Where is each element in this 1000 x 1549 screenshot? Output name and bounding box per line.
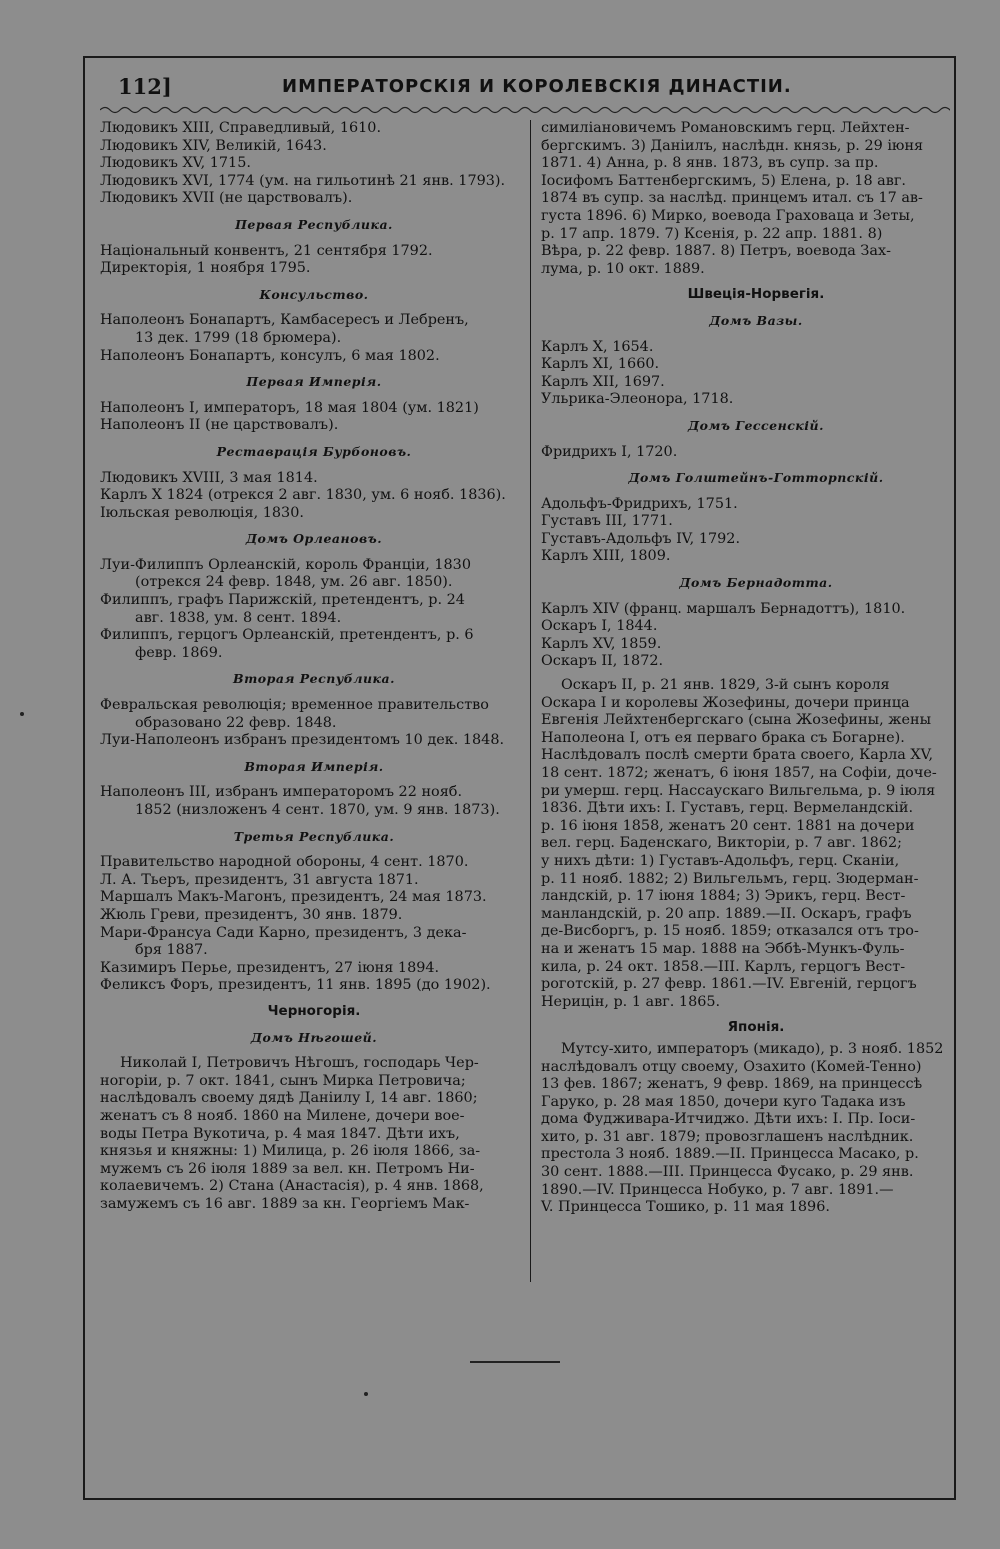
entry-line: Нерицін, р. 1 авг. 1865. (541, 993, 721, 1010)
entry-line: Наслѣдовалъ послѣ смерти брата своего, Карла XV, (541, 747, 934, 764)
entry-line: 1874 въ супр. за наслѣд. принцемъ итал. съ 17 ав- (541, 190, 923, 207)
country-heading: Швеція-Норвегія. (687, 286, 825, 303)
entry-line: Карлъ XIV (франц. маршалъ Бернадоттъ), 1810. (541, 600, 906, 617)
entry-line: Карлъ XII, 1697. (541, 373, 665, 390)
entry-line: Іюльская революція, 1830. (100, 504, 304, 521)
ink-speck (364, 1392, 368, 1396)
entry-line: кила, р. 24 окт. 1858.—III. Карлъ, герцогъ Вест- (541, 958, 906, 975)
section-heading: Домъ Нѣгошей. (250, 1029, 378, 1045)
entry-line: бергскимъ. 3) Данiилъ, наслѣдн. князь, р. 29 іюня (541, 137, 924, 154)
entry-line: 1871. 4) Анна, р. 8 янв. 1873, въ супр. за пр. (541, 155, 879, 172)
entry-line: мужемъ съ 26 іюля 1889 за вел. кн. Петромъ Ни- (100, 1160, 475, 1177)
entry-line: князья и княжны: 1) Милица, р. 26 іюля 1866, за- (100, 1143, 481, 1160)
entry-line: 18 сент. 1872; женатъ, 6 іюня 1857, на Софіи, доче- (541, 765, 937, 781)
entry-line: Евгенія Лейхтенбергскаго (сына Жозефины, жены (541, 712, 932, 729)
entry-line: ри умерш. герц. Нассаускаго Вильгельма, р. 9 іюля (541, 782, 936, 799)
entry-line: Оскаръ I, 1844. (541, 618, 658, 635)
wavy-rule (100, 104, 950, 116)
entry-line: Маршалъ Макъ-Магонъ, президентъ, 24 мая 1873. (100, 889, 487, 906)
section-heading: Первая Республика. (235, 216, 393, 232)
entry-line: Наполеонъ I, императоръ, 18 мая 1804 (ум. 1821) (100, 399, 479, 416)
entry-line: де-Висборгъ, р. 15 нояб. 1859; отказался отъ тро- (541, 923, 919, 940)
entry-line: Густавъ-Адольфъ IV, 1792. (541, 530, 741, 547)
entry-line: Карлъ X, 1654. (541, 338, 654, 355)
louis-list (100, 120, 528, 208)
section-heading: Домъ Вазы. (709, 312, 803, 328)
entry-line: Наполеона I, отъ ея перваго брака съ Богарне). (541, 729, 905, 746)
section-heading: Вторая Имперія. (244, 758, 384, 774)
country-heading: Японія. (727, 1019, 785, 1036)
entry-line: наслѣдовалъ отцу своему, Озахито (Комей-Тенно) (541, 1058, 922, 1075)
entry-line: Мари-Франсуа Сади Карно, президентъ, 3 дека- (100, 924, 467, 941)
entry-line: Правительство народной обороны, 4 сент. 1870. (100, 854, 469, 871)
entry-line: Гаруко, р. 28 мая 1850, дочери куго Тадака изъ (541, 1093, 906, 1110)
page-number: 112] (118, 74, 172, 99)
entry-line: Николай I, Петровичъ Нѣгошъ, господарь Чер- (120, 1055, 479, 1072)
entry-line: Ульрика-Элеонора, 1718. (541, 391, 734, 408)
entry-line: Карлъ XI, 1660. (541, 356, 660, 373)
entry-line: на и женатъ 15 мар. 1888 на Эббѣ-Мункъ-Фуль- (541, 940, 905, 957)
entry-line: Наполеонъ III, избранъ императоромъ 22 нояб. (100, 784, 463, 801)
entry-line: вел. герц. Баденскаго, Викторіи, р. 7 авг. 1862; (541, 835, 902, 852)
entry-line: Луи-Наполеонъ избранъ президентомъ 10 дек. 1848. (100, 732, 505, 749)
entry-line: манландскій, р. 20 апр. 1889.—II. Оскаръ, графъ (541, 905, 912, 922)
section-heading: Вторая Республика. (233, 671, 395, 687)
entry-line: Людовикъ XIII, Справедливый, 1610. (100, 120, 382, 136)
entry-line: ландскій, р. 17 іюня 1884; 3) Эрикъ, герц. Вест- (541, 888, 906, 905)
entry-line: р. 17 апр. 1879. 7) Ксенія, р. 22 апр. 1881. 8) (541, 225, 883, 242)
entry-line: Наполеонъ II (не царствовалъ). (100, 417, 339, 434)
entry-line: 30 сент. 1888.—III. Принцесса Фусако, р. 29 янв. (541, 1164, 914, 1181)
entry-line: у нихъ дѣти: 1) Густавъ-Адольфъ, герц. Сканіи, (541, 852, 900, 869)
country-heading: Черногорія. (267, 1002, 361, 1019)
section-heading: Первая Имперія. (246, 374, 382, 390)
entry-line: Л. А. Тьеръ, президентъ, 31 августа 1871. (100, 871, 419, 888)
entry-line: Національный конвентъ, 21 сентября 1792. (100, 242, 433, 259)
section-heading: Консульство. (259, 286, 369, 302)
entry-line: замужемъ съ 16 авг. 1889 за кн. Георгіемъ Мак- (100, 1195, 470, 1212)
entry-line: авг. 1838, ум. 8 сент. 1894. (135, 609, 342, 626)
section-heading: Домъ Бернадотта. (679, 575, 833, 591)
entry-line: Филиппъ, графъ Парижскій, претендентъ, р. 24 (100, 592, 465, 609)
section-heading: Третья Республика. (233, 828, 395, 844)
entry-line: дома Фудживара-Итчиджо. Дѣти ихъ: I. Пр. Іоси- (541, 1111, 916, 1128)
entry-line: Іосифомъ Баттенбергскимъ, 5) Елена, р. 18 авг. (541, 172, 906, 189)
section-heading: Домъ Голштейнъ-Готторпскій. (628, 470, 884, 486)
entry-line: 13 фев. 1867; женатъ, 9 февр. 1869, на принцессѣ (541, 1076, 923, 1093)
entry-line: наслѣдовалъ своему дядѣ Данiилу I, 14 авг. 1860; (100, 1090, 478, 1107)
entry-line: бря 1887. (135, 942, 208, 959)
entry-line: Людовикъ XVI, 1774 (ум. на гильотинѣ 21 янв. 1793). (100, 172, 506, 189)
entry-line: воды Петра Вукотича, р. 4 мая 1847. Дѣти ихъ, (100, 1125, 460, 1142)
entry-line: Наполеонъ Бонапартъ, консулъ, 6 мая 1802. (100, 347, 440, 364)
entry-line: густа 1896. 6) Мирко, воевода Граховаца и Зеты, (541, 207, 915, 224)
entry-line: Мутсу-хито, императоръ (микадо), р. 3 нояб. 1852 (561, 1040, 944, 1057)
entry-line: Вѣра, р. 22 февр. 1887. 8) Петръ, воевода Зах- (541, 243, 891, 260)
entry-line: ногоріи, р. 7 окт. 1841, сынъ Мирка Петровича; (100, 1072, 466, 1089)
entry-line: р. 11 нояб. 1882; 2) Вильгельмъ, герц. Зюдерман- (541, 870, 919, 887)
entry-line: 1836. Дѣти ихъ: I. Густавъ, герц. Вермеландскій. (541, 800, 914, 817)
entry-line: Луи-Филиппъ Орлеанскій, король Франціи, 1830 (100, 556, 471, 573)
entry-line: р. 16 іюня 1858, женатъ 20 сент. 1881 на дочери (541, 817, 915, 834)
ink-speck (20, 712, 24, 716)
entry-line: Людовикъ XVII (не царствовалъ). (100, 190, 353, 207)
entry-line: Наполеонъ Бонапартъ, Камбасересъ и Лебренъ, (100, 312, 469, 329)
entry-line: 1890.—IV. Принцесса Нобуко, р. 7 авг. 1891.— (541, 1181, 894, 1198)
section-heading: Домъ Гессенскій. (688, 417, 824, 433)
entry-line: Оскара I и королевы Жозефины, дочери принца (541, 694, 910, 711)
entry-line: образовано 22 февр. 1848. (135, 714, 337, 731)
entry-line: женатъ съ 8 нояб. 1860 на Милене, дочери вое- (100, 1107, 465, 1124)
column-divider (530, 120, 531, 1282)
entry-line: Карлъ XV, 1859. (541, 635, 662, 652)
entry-line: (отрекся 24 февр. 1848, ум. 26 авг. 1850). (135, 574, 453, 591)
entry-line: Густавъ III, 1771. (541, 513, 673, 530)
left-column (100, 120, 528, 1213)
entry-line: лума, р. 10 окт. 1889. (541, 260, 705, 277)
end-rule (470, 1361, 560, 1363)
section-heading: Реставрація Бурбоновъ. (216, 443, 412, 459)
entry-line: 1852 (низложенъ 4 сент. 1870, ум. 9 янв. 1873). (135, 802, 500, 818)
entry-line: 13 дек. 1799 (18 брюмера). (135, 329, 342, 346)
entry-line: Филиппъ, герцогъ Орлеанскій, претендентъ, р. 6 (100, 627, 474, 644)
entry-line: Карлъ XIII, 1809. (541, 548, 671, 565)
entry-line: Февральская революція; временное правительство (100, 697, 489, 714)
entry-line: роготскій, р. 27 февр. 1861.—IV. Евгеній, герцогъ (541, 976, 917, 993)
entry-line: хито, р. 31 авг. 1879; провозглашенъ наслѣдник. (541, 1128, 914, 1145)
entry-line: симиліановичемъ Романовскимъ герц. Лейхтен- (541, 120, 910, 136)
entry-line: Феликсъ Форъ, президентъ, 11 янв. 1895 (до 1902). (100, 977, 491, 994)
entry-line: Оскаръ II, 1872. (541, 653, 664, 670)
entry-line: Адольфъ-Фридрихъ, 1751. (541, 495, 738, 512)
entry-line: Карлъ X 1824 (отрекся 2 авг. 1830, ум. 6 нояб. 1836). (100, 487, 506, 504)
entry-line: февр. 1869. (135, 644, 223, 661)
page-title: ИМПЕРАТОРСКІЯ И КОРОЛЕВСКІЯ ДИНАСТІИ. (282, 76, 792, 97)
entry-line: Директорія, 1 ноября 1795. (100, 260, 311, 277)
right-column (541, 120, 971, 1217)
entry-line: Фридрихъ I, 1720. (541, 443, 678, 460)
entry-line: Казимиръ Перье, президентъ, 27 іюня 1894. (100, 959, 440, 976)
entry-line: Людовикъ XVIII, 3 мая 1814. (100, 469, 318, 486)
section-heading: Домъ Орлеановъ. (245, 531, 383, 547)
entry-line: Людовикъ XV, 1715. (100, 155, 251, 172)
entry-line: Жюль Греви, президентъ, 30 янв. 1879. (100, 906, 403, 923)
entry-line: V. Принцесса Тошико, р. 11 мая 1896. (541, 1199, 830, 1216)
entry-line: престола 3 нояб. 1889.—II. Принцесса Масако, р. (541, 1146, 919, 1163)
entry-line: Оскаръ II, р. 21 янв. 1829, 3-й сынъ короля (561, 677, 890, 694)
entry-line: колаевичемъ. 2) Стана (Анастасія), р. 4 янв. 1868, (100, 1178, 484, 1195)
entry-line: Людовикъ XIV, Великій, 1643. (100, 137, 327, 154)
